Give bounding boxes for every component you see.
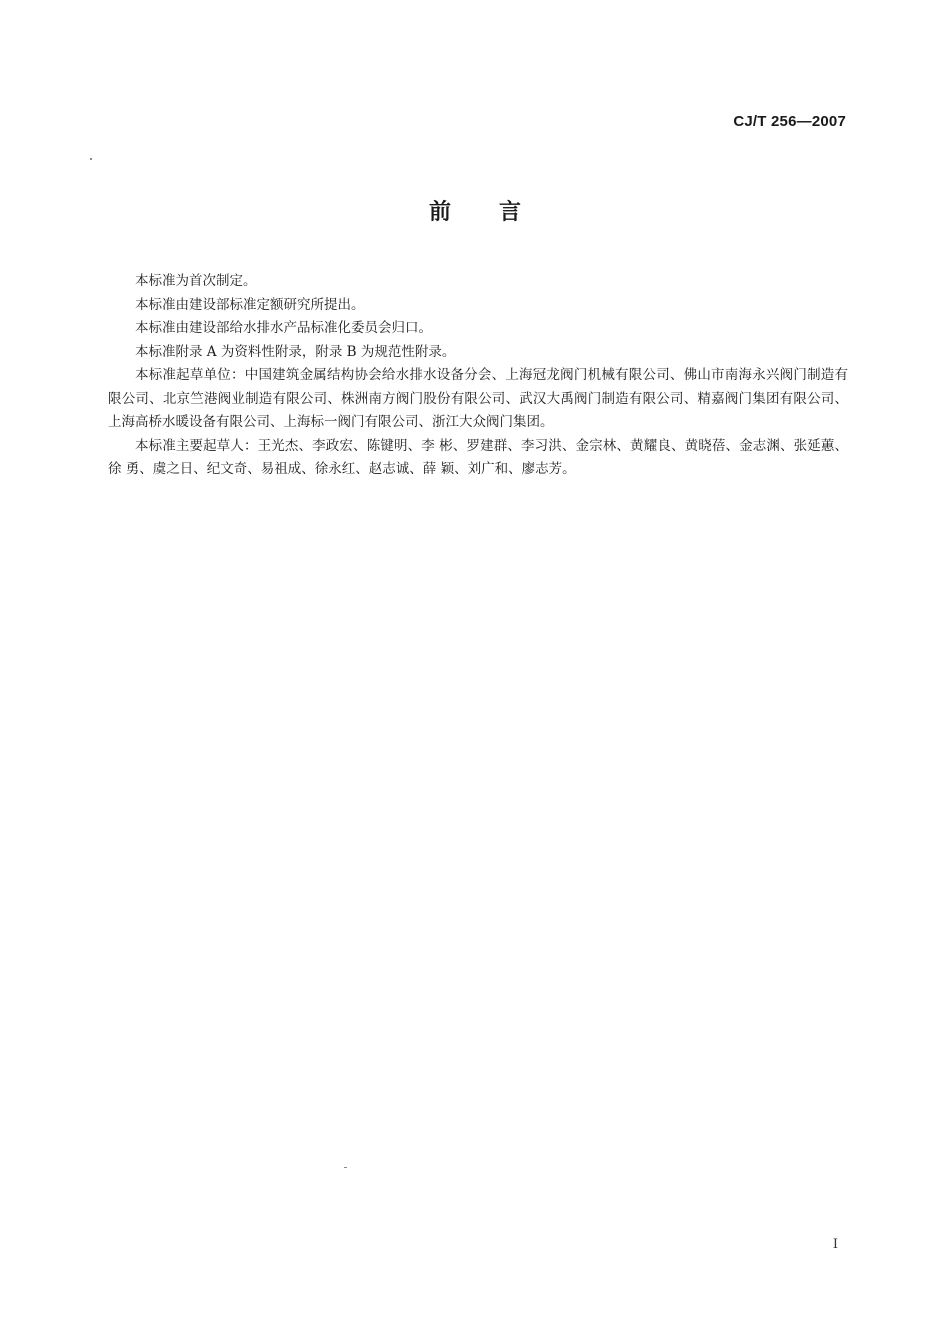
paragraph-drafting-units: 本标准起草单位：中国建筑金属结构协会给水排水设备分会、上海冠龙阀门机械有限公司、佛山市南海永兴阀门制造有限公司、北京竺港阀业制造有限公司、株洲南方阀门股份有限公司、武汉大禹阀门制造有限公司、精嘉阀门集团有限公司、上海高桥水暖设备有限公司、上海标一阀门有限公司、浙江大众阀门集团。 xyxy=(108,367,848,430)
foreword-body xyxy=(108,270,848,482)
standard-number: CJ/T 256—2007 xyxy=(733,113,846,130)
page-number: I xyxy=(832,1237,838,1252)
page-title: 前言 xyxy=(428,200,569,225)
scan-speck xyxy=(90,158,92,160)
paragraph-first-edition: 本标准为首次制定。 xyxy=(135,273,257,289)
scan-speck xyxy=(344,1167,347,1168)
paragraph-under-jurisdiction: 本标准由建设部给水排水产品标准化委员会归口。 xyxy=(135,320,432,336)
paragraph-appendices: 本标准附录 A 为资料性附录，附录 B 为规范性附录。 xyxy=(135,343,456,360)
paragraph-proposed-by: 本标准由建设部标准定额研究所提出。 xyxy=(135,296,365,313)
paragraph-drafters: 本标准主要起草人：王光杰、李政宏、陈键明、李 彬、罗建群、李习洪、金宗林、黄耀良、黄晓蓓、金志渊、张延蕙、徐 勇、虞之日、纪文奇、易祖成、徐永红、赵志诚、薛 颖、刘广和、廖志芳。 xyxy=(108,437,848,477)
